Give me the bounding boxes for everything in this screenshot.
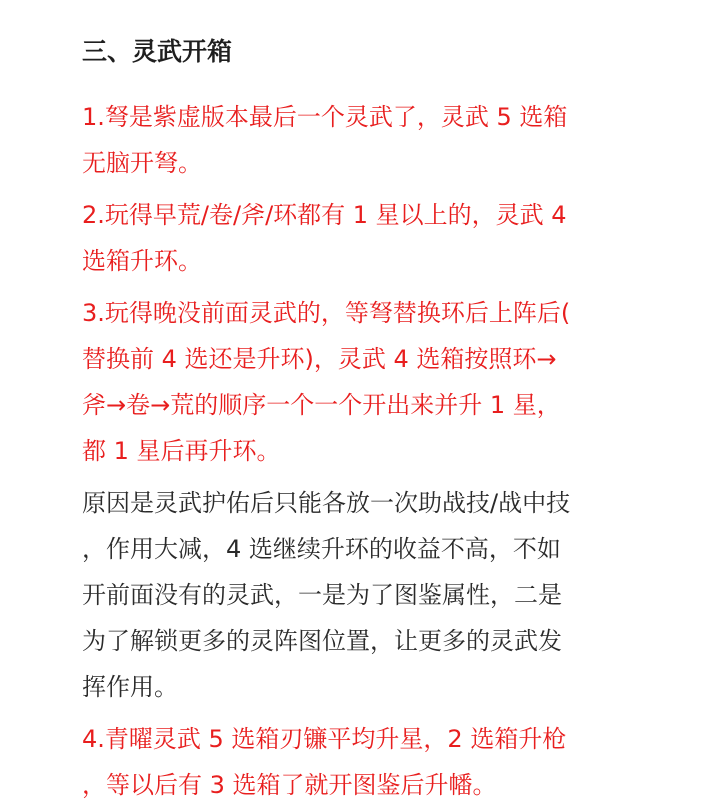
paragraph-line: 选箱升环。 [82, 247, 202, 275]
section-heading: 三、灵武开箱 [82, 37, 233, 66]
paragraph-reason [82, 480, 660, 710]
paragraph-3 [82, 290, 660, 474]
paragraph-line: 替换前 4 选还是升环)，灵武 4 选箱按照环→ [82, 345, 557, 373]
paragraph-line: 开前面没有的灵武，一是为了图鉴属性，二是 [82, 581, 562, 609]
paragraph-1 [82, 94, 660, 186]
paragraph-4 [82, 716, 660, 808]
paragraph-line: 都 1 星后再升环。 [82, 437, 281, 465]
paragraph-2 [82, 192, 660, 284]
paragraph-line: 3.玩得晚没前面灵武的，等弩替换环后上阵后( [82, 299, 571, 327]
paragraph-line: 挥作用。 [82, 673, 178, 701]
paragraph-line: 为了解锁更多的灵阵图位置，让更多的灵武发 [82, 627, 562, 655]
paragraph-line: 2.玩得早荒/卷/斧/环都有 1 星以上的，灵武 4 [82, 201, 567, 229]
paragraph-line: 1.弩是紫虚版本最后一个灵武了，灵武 5 选箱 [82, 103, 568, 131]
paragraph-line: ，等以后有 3 选箱了就开图鉴后升幡。 [82, 771, 497, 799]
paragraph-line: ，作用大减，4 选继续升环的收益不高，不如 [82, 535, 561, 563]
paragraph-line: 4.青曜灵武 5 选箱刃镰平均升星，2 选箱升枪 [82, 725, 567, 753]
paragraph-line: 原因是灵武护佑后只能各放一次助战技/战中技 [82, 489, 571, 517]
paragraph-line: 无脑开弩。 [82, 149, 202, 177]
paragraph-line: 斧→卷→荒的顺序一个一个开出来并升 1 星， [82, 391, 561, 419]
